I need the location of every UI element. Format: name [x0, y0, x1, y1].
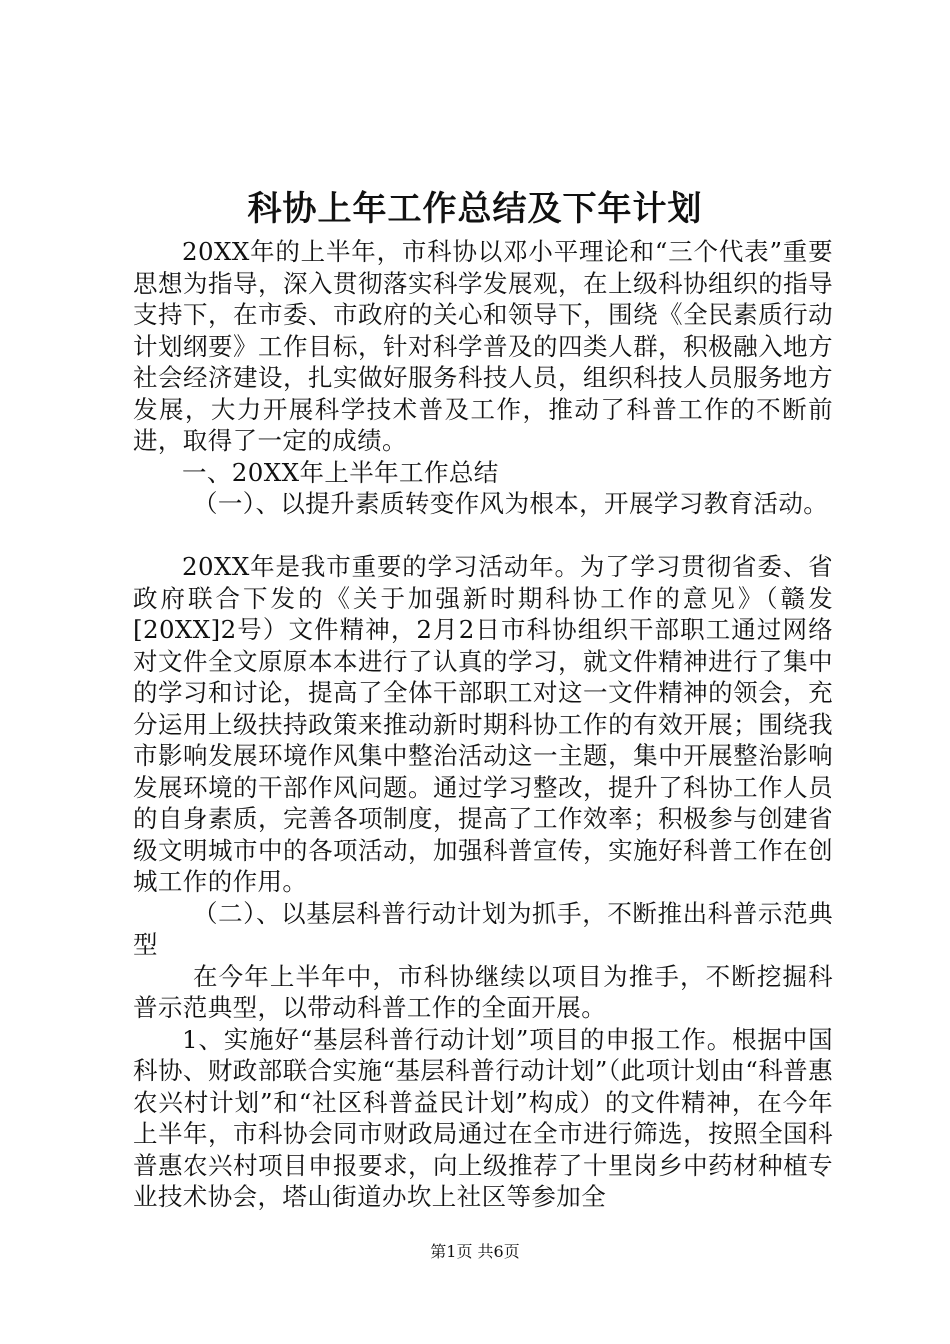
section-heading-1: 一、20XX年上半年工作总结	[182, 457, 499, 487]
subsection-2-paragraph: 在今年上半年中，市科协继续以项目为推手，不断挖掘科普示范典型，以带动科普工作的全面开展。	[133, 961, 833, 1022]
document-title: 科协上年工作总结及下年计划	[247, 189, 703, 229]
subsection-heading-1: （一）、以提升素质转变作风为根本，开展学习教育活动。	[193, 489, 829, 518]
subsection-1-paragraph: 20XX年是我市重要的学习活动年。为了学习贯彻省委、省政府联合下发的《关于加强新时期科协工作的意见》（赣发[20XX]2号）文件精神，2月2日市科协组织干部职工通过网络对文件全文原原本本进行了认真的学习，就文件精神进行了集中的学习和讨论，提高了全体干部职工对这一文件精神的领会，充分运用上级扶持政策来推动新时期科协工作的有效开展；围绕我市影响发展环境作风集中整治活动这一主题，集中开展整治影响发展环境的干部作风问题。通过学习整改，提升了科协工作人员的自身素质，完善各项制度，提高了工作效率；积极参与创建省级文明城市中的各项活动，加强科普宣传，实施好科普工作在创城工作的作用。	[133, 552, 833, 896]
document-body	[133, 236, 833, 1213]
subsection-heading-2: （二）、以基层科普行动计划为抓手，不断推出科普示范典型	[133, 898, 833, 959]
page-footer: 第1页 共6页	[430, 1242, 520, 1261]
intro-paragraph: 20XX年的上半年，市科协以邓小平理论和“三个代表”重要思想为指导，深入贯彻落实科学发展观，在上级科协组织的指导支持下，在市委、市政府的关心和领导下，围绕《全民素质行动计划纲要》工作目标，针对科学普及的四类人群，积极融入地方社会经济建设，扎实做好服务科技人员，组织科技人员服务地方发展，大力开展科学技术普及工作，推动了科普工作的不断前进，取得了一定的成绩。	[133, 237, 833, 455]
blank-line	[133, 520, 833, 552]
item-1-paragraph: 1、实施好“基层科普行动计划”项目的申报工作。根据中国科协、财政部联合实施“基层科普行动计划”（此项计划由“科普惠农兴村计划”和“社区科普益民计划”构成）的文件精神，在今年上半年，市科协会同市财政局通过在全市进行筛选，按照全国科普惠农兴村项目申报要求，向上级推荐了十里岗乡中药材种植专业技术协会，塔山街道办坎上社区等参加全	[133, 1024, 833, 1211]
